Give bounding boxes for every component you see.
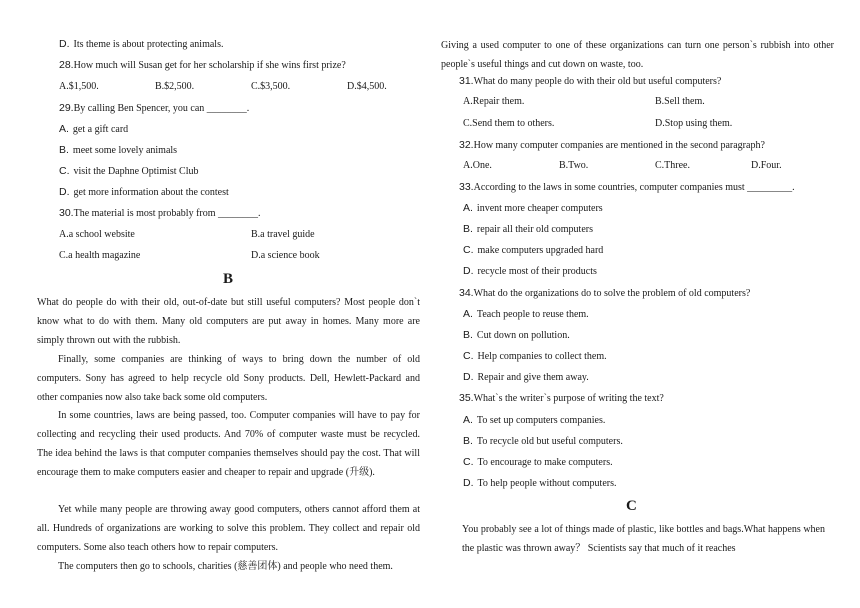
q30-option-c	[59, 249, 140, 263]
option-letter: D.	[59, 38, 70, 50]
option-text: $1,500.	[68, 81, 99, 92]
option-text: Sell them.	[664, 96, 705, 107]
option-text: One.	[472, 160, 492, 171]
q31-option-d	[655, 117, 732, 131]
option-letter: D.	[751, 160, 761, 171]
passage-b-paragraph-2: Finally, some companies are thinking of ways to bring down the number of old computers. Sony has agreed to help recycle old Sony products. Dell, Hewlett-Packard and other companies now also take back some old computers.	[37, 354, 420, 403]
option-text: get more information about the contest	[73, 187, 229, 198]
q28-stem	[59, 58, 346, 73]
option-letter: B.	[463, 329, 473, 341]
option-text: Teach people to reuse them.	[476, 309, 589, 320]
question-number: 34.	[459, 287, 474, 299]
q33-option-a	[463, 201, 603, 216]
option-text: invent more cheaper computers	[476, 203, 603, 214]
q34-option-d	[463, 370, 589, 385]
option-text: make computers upgraded hard	[477, 245, 604, 256]
option-letter: D.	[463, 371, 474, 383]
passage-b-paragraph-3: In some countries, laws are being passed, too. Computer companies will have to pay for collecting and recycling their used products. And 70% of computer waste must be recycled. The idea behind the laws is that computer companies themselves should pay the cost. That will encourage them to make computers easier and cheaper to repair and upgrade (升级).	[37, 410, 420, 478]
option-text: recycle most of their products	[477, 266, 597, 277]
question-number: 30.	[59, 207, 74, 219]
q34-option-b	[463, 328, 570, 343]
option-text: a science book	[260, 250, 320, 261]
q33-stem	[459, 180, 795, 195]
option-letter: D.	[347, 81, 357, 92]
option-text: repair all their old computers	[476, 224, 593, 235]
q35-option-c	[463, 455, 613, 470]
option-letter: D.	[655, 118, 665, 129]
passage-b-paragraph-1: What do people do with their old, out-of-date but still useful computers? Most people don`t know what to do with them. Many old computers are put away in homes. Many more are simply thrown out with the rubbish.	[37, 297, 420, 346]
q30-option-b	[251, 228, 315, 242]
option-text: To help people without computers.	[477, 478, 617, 489]
option-letter: B.	[251, 229, 261, 240]
option-text: Send them to others.	[472, 118, 555, 129]
option-letter: A.	[463, 308, 473, 320]
q33-option-d	[463, 264, 597, 279]
q35-stem	[459, 391, 664, 406]
option-text: Its theme is about protecting animals.	[73, 39, 224, 50]
option-letter: A.	[59, 81, 69, 92]
option-text: a travel guide	[260, 229, 315, 240]
q32-option-d	[751, 159, 782, 173]
q32-stem	[459, 138, 765, 153]
q29-option-d	[59, 185, 229, 200]
question-text: What`s the writer`s purpose of writing the text?	[473, 393, 664, 404]
q35-option-b	[463, 434, 623, 449]
question-number: 33.	[459, 181, 474, 193]
question-text: The material is most probably from ________.	[73, 208, 261, 219]
option-letter: B.	[655, 96, 665, 107]
q30-stem	[59, 206, 261, 221]
section-b-heading: B	[223, 271, 234, 287]
option-letter: C.	[463, 350, 474, 362]
q32-option-a	[463, 159, 492, 173]
question-number: 28.	[59, 59, 74, 71]
option-text: Four.	[760, 160, 782, 171]
question-text: According to the laws in some countries, computer companies must _________.	[473, 182, 795, 193]
q29-option-c	[59, 164, 199, 179]
option-text: Three.	[664, 160, 690, 171]
option-letter: C.	[463, 456, 474, 468]
option-text: To encourage to make computers.	[477, 457, 613, 468]
option-letter: A.	[59, 229, 69, 240]
q31-option-b	[655, 95, 705, 109]
q28-option-a	[59, 80, 99, 94]
option-letter: A.	[463, 202, 473, 214]
passage-b-paragraph-5: The computers then go to schools, charities (慈善团体) and people who need them.	[58, 561, 393, 572]
option-letter: B.	[463, 223, 473, 235]
section-c-heading: C	[626, 498, 637, 514]
question-number: 31.	[459, 75, 474, 87]
option-letter: A.	[463, 96, 473, 107]
q28-option-d	[347, 80, 387, 94]
option-letter: C.	[655, 160, 665, 171]
q33-option-c	[463, 243, 603, 258]
option-text: $3,500.	[260, 81, 291, 92]
option-letter: B.	[463, 435, 473, 447]
option-letter: D.	[463, 477, 474, 489]
option-letter: B.	[155, 81, 165, 92]
option-text: Repair and give them away.	[477, 372, 589, 383]
option-letter: C.	[463, 118, 473, 129]
q30-option-a	[59, 228, 135, 242]
option-letter: B.	[59, 144, 69, 156]
option-text: Two.	[568, 160, 589, 171]
option-letter: D.	[59, 186, 70, 198]
q31-option-c	[463, 117, 554, 131]
q32-option-b	[559, 159, 588, 173]
q34-stem	[459, 286, 750, 301]
option-letter: A.	[463, 160, 473, 171]
question-number: 35.	[459, 392, 474, 404]
option-text: $2,500.	[164, 81, 195, 92]
option-text: a school website	[68, 229, 135, 240]
passage-c-paragraph-1: You probably see a lot of things made of plastic, like bottles and bags.What happens when the plastic was thrown away？ Scientists say that much of it reaches	[462, 524, 825, 554]
option-letter: D.	[251, 250, 261, 261]
option-letter: C.	[251, 81, 261, 92]
option-text: get a gift card	[72, 124, 129, 135]
q29-stem	[59, 101, 249, 116]
q29-option-a	[59, 122, 128, 137]
option-letter: D.	[463, 265, 474, 277]
q28-option-b	[155, 80, 194, 94]
option-text: meet some lovely animals	[72, 145, 178, 156]
question-text: By calling Ben Spencer, you can ________.	[73, 103, 250, 114]
option-text: a health magazine	[68, 250, 141, 261]
q28-option-c	[251, 80, 290, 94]
question-text: What do the organizations do to solve the problem of old computers?	[473, 288, 751, 299]
option-text: Help companies to collect them.	[477, 351, 607, 362]
option-text: To set up computers companies.	[476, 415, 606, 426]
option-letter: C.	[463, 244, 474, 256]
option-letter: A.	[59, 123, 69, 135]
q31-option-a	[463, 95, 524, 109]
option-letter: A.	[463, 414, 473, 426]
passage-b-paragraph-4: Yet while many people are throwing away good computers, others cannot afford them at all. Hundreds of organizations are working to solve this problem. They collect and repair old computers. Some also teach others how to repair computers.	[37, 504, 420, 553]
option-text: Repair them.	[472, 96, 525, 107]
q35-option-d	[463, 476, 617, 491]
question-text: How much will Susan get for her scholarship if she wins first prize?	[73, 60, 346, 71]
q27-option-d	[59, 37, 223, 52]
option-letter: C.	[59, 250, 69, 261]
option-letter: B.	[559, 160, 569, 171]
q35-option-a	[463, 413, 605, 428]
q34-option-c	[463, 349, 607, 364]
q30-option-d	[251, 249, 320, 263]
option-text: To recycle old but useful computers.	[476, 436, 623, 447]
q29-option-b	[59, 143, 177, 158]
question-text: How many computer companies are mentioned in the second paragraph?	[473, 140, 765, 151]
q32-option-c	[655, 159, 690, 173]
question-number: 32.	[459, 139, 474, 151]
option-letter: C.	[59, 165, 70, 177]
option-text: Stop using them.	[664, 118, 733, 129]
question-text: What do many people do with their old but useful computers?	[473, 76, 722, 87]
q34-option-a	[463, 307, 589, 322]
q31-stem	[459, 74, 721, 89]
passage-b-continuation: Giving a used computer to one of these organizations can turn one person`s rubbish into other people`s useful things and cut down on waste, too.	[441, 40, 834, 70]
question-number: 29.	[59, 102, 74, 114]
q33-option-b	[463, 222, 593, 237]
option-text: visit the Daphne Optimist Club	[73, 166, 199, 177]
option-text: Cut down on pollution.	[476, 330, 570, 341]
option-text: $4,500.	[356, 81, 387, 92]
